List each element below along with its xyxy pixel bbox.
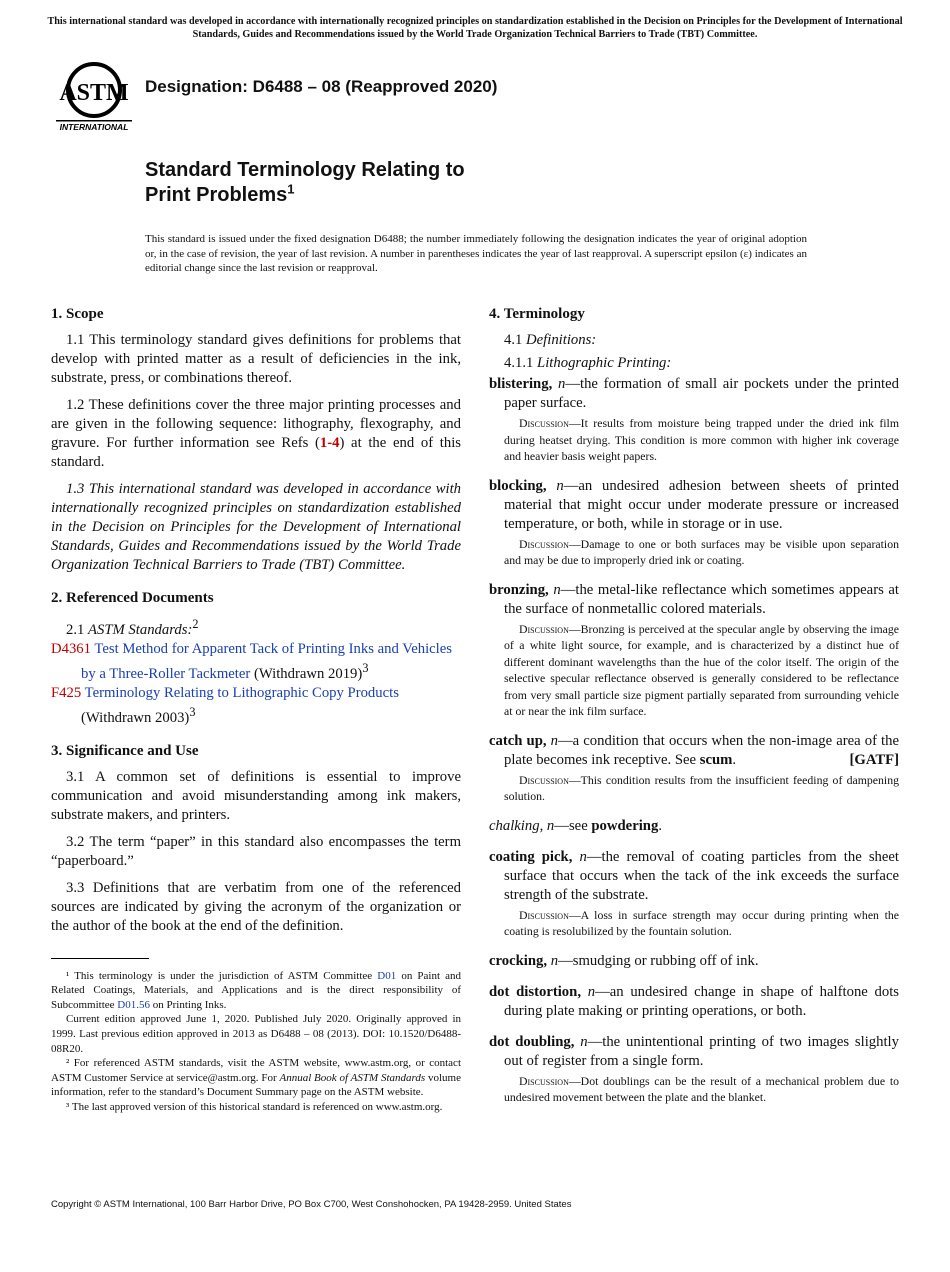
adoption-banner: This international standard was developed in accordance with internationally recognized principles on standardization established in the Decision on Principles for the Development of International Standards, Guides and Recommendations issued by the World Trade Organization Technical Barriers to Trade (TBT) Committee.	[47, 16, 903, 40]
svg-text:ASTM: ASTM	[59, 80, 129, 106]
footnote-edition: Current edition approved June 1, 2020. Published July 2020. Originally approved in 1999. Last previous edition approved in 2013 as D6488 – 08 (2013). DOI: 10.1520/D6488-08R20.	[51, 1013, 461, 1055]
section-heading-referenced-documents: 2. Referenced Documents	[51, 590, 214, 606]
subcommittee-link[interactable]: D01.56	[117, 998, 150, 1011]
footnote-divider	[51, 958, 149, 959]
section-heading-significance: 3. Significance and Use	[51, 742, 199, 759]
term-definition: dot distortion, n—an undesired change in shape of halftone dots during plate making or printing operations, or both.	[489, 983, 900, 1019]
term-definition: catch up, n—a condition that occurs when the non-image area of the plate becomes ink receptive. See scum. [GATF]	[489, 732, 899, 768]
left-column	[51, 305, 461, 1115]
see-term-link[interactable]: powdering	[591, 817, 659, 834]
paragraph-3-1: 3.1 A common set of definitions is essential to improve communication and avoid misunderstanding among ink makers, substrate makers, and printers.	[51, 768, 461, 823]
section-heading-scope: 1. Scope	[51, 306, 104, 322]
issue-notice: This standard is issued under the fixed designation D6488; the number immediately following the designation indicates the year of original adoption or, in the case of revision, the year of last revision. A number in parentheses indicates the year of last reapproval. A superscript epsilon (ε) indicates an editorial change since the last revision or reapproval.	[145, 233, 807, 275]
page-title: Standard Terminology Relating to Print Problems$^1$	[145, 159, 465, 206]
reference-item[interactable]: D4361 Test Method for Apparent Tack of Printing Inks and Vehicles by a Three-Roller Tackmeter (Withdrawn 2019)$^3$	[51, 640, 452, 682]
term-discussion: Discussion—Damage to one or both surfaces may be visible upon separation and may be due to improperly dried ink or coating.	[504, 536, 899, 567]
reference-item[interactable]: F425 Terminology Relating to Lithographic Copy Products (Withdrawn 2003)$^3$	[51, 684, 399, 726]
copyright-footer: Copyright © ASTM International, 100 Barr Harbor Drive, PO Box C700, West Conshohocken, PA 19428-2959. United States	[51, 1199, 572, 1210]
paragraph-1-3: 1.3 This international standard was developed in accordance with internationally recognized principles on standardization established in the Decision on Principles for the Development of International Standards, Guides and Recommendations issued by the World Trade Organization Technical Barriers to Trade (TBT) Committee.	[51, 481, 461, 573]
designation: Designation: D6488 – 08 (Reapproved 2020)	[145, 77, 498, 96]
right-column	[489, 305, 899, 1118]
definitions-label: 4.1 Definitions:	[504, 332, 597, 348]
term-discussion: Discussion—It results from moisture being trapped under the dried ink film during heatset drying. This condition is more common with higher ink coverage and heavier basis weight papers.	[504, 416, 899, 463]
footnote-3: ³ The last approved version of this historical standard is referenced on www.astm.org.	[66, 1101, 443, 1114]
source-tag: [GATF]	[849, 751, 899, 768]
term-discussion: Discussion—Bronzing is perceived at the specular angle by observing the image of a white light source, for example, and is characterized by a distinct hue of different dominant wavelengths than the hue of the color itself. The origin of the selective specular reflectance observed is generally considered to be reflectance from very small particle size pigment partially separated from surrounding vehicle at or near the ink film surface.	[504, 621, 899, 718]
astm-standards-label: 2.1 ASTM Standards:$^2$	[66, 617, 199, 638]
paragraph-1-1: 1.1 This terminology standard gives definitions for problems that develop with printed matter as a result of deficiencies in the ink, substrate, press, or combinations thereof.	[51, 332, 461, 386]
term-definition: crocking, n—smudging or rubbing off of ink.	[489, 952, 759, 969]
paragraph-3-3: 3.3 Definitions that are verbatim from one of the referenced sources are indicated by giving the acronym of the organization or the author of the book at the end of the definition.	[51, 879, 461, 934]
see-term-link[interactable]: scum	[699, 751, 733, 768]
term-definition: blocking, n—an undesired adhesion between sheets of printed material that might occur under moderate pressure or increased temperature, or both, while in storage or in use.	[489, 477, 899, 532]
title-footnote-ref[interactable]: 1	[287, 181, 295, 197]
footnote-1: ¹ This terminology is under the jurisdiction of ASTM Committee D01 on Paint and Related Coatings, Materials, and Applications and is the direct responsibility of Subcommittee D01.56 on Printing Inks.	[51, 969, 462, 1011]
term-definition: coating pick, n—the removal of coating particles from the sheet surface that occurs when the tack of the ink exceeds the surface strength of the substrate.	[489, 848, 899, 903]
astm-logo	[52, 60, 136, 132]
section-heading-terminology: 4. Terminology	[489, 306, 585, 322]
term-definition: bronzing, n—the metal-like reflectance which sometimes appears at the surface of nonmetallic colored materials.	[489, 581, 900, 617]
paragraph-3-2: 3.2 The term “paper” in this standard also encompasses the term “paperboard.”	[51, 833, 461, 869]
term-definition: dot doubling, n—the unintentional printing of two images slightly out of register from a single form.	[489, 1033, 899, 1069]
committee-link[interactable]: D01	[377, 969, 397, 982]
refs-link[interactable]: 1-4	[319, 435, 340, 451]
paragraph-1-2: 1.2 These definitions cover the three major printing processes and are given in the following sequence: lithography, flexography, and gravure. For further information see Refs (1-4) at the end of this standard.	[51, 397, 461, 470]
term-discussion: Discussion—Dot doublings can be the result of a mechanical problem due to undesired movement between the plate and the blanket.	[504, 1073, 899, 1104]
svg-text:INTERNATIONAL: INTERNATIONAL	[59, 122, 129, 132]
lithographic-printing-label: 4.1.1 Lithographic Printing:	[504, 355, 672, 371]
term-discussion: Discussion—This condition results from the insufficient feeding of dampening solution.	[504, 772, 899, 803]
term-definition: chalking, n—see powdering.	[489, 817, 662, 834]
term-discussion: Discussion—A loss in surface strength may occur during printing when the coating is resolubilized by the fountain solution.	[504, 907, 899, 938]
footnote-2: ² For referenced ASTM standards, visit the ASTM website, www.astm.org, or contact ASTM Customer Service at service@astm.org. For Annual Book of ASTM Standards volume information, refer to the standard’s Document Summary page on the ASTM website.	[51, 1057, 461, 1099]
term-definition: blistering, n—the formation of small air pockets under the printed paper surface.	[489, 376, 899, 411]
